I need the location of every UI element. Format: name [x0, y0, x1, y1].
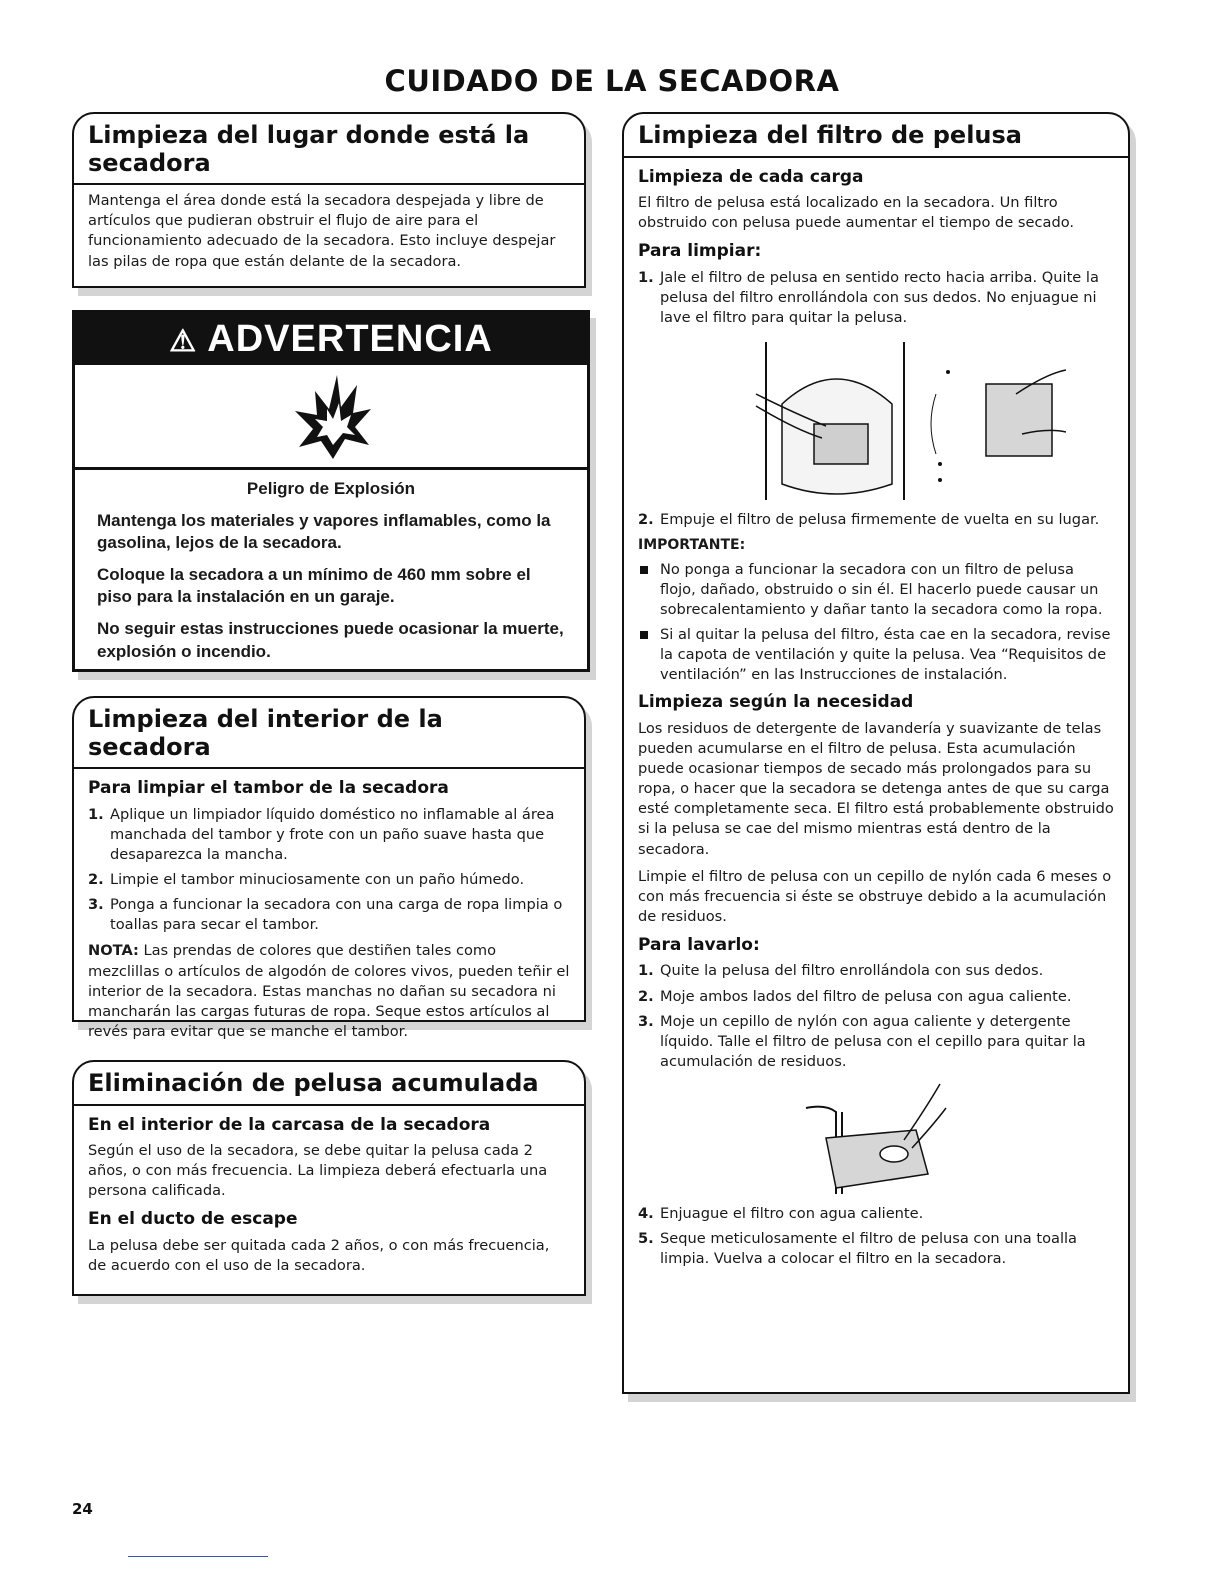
list-item: 2. Moje ambos lados del filtro de pelusa con agua caliente.	[638, 987, 1072, 1005]
page-title: CUIDADO DE LA SECADORA	[384, 64, 840, 98]
warning-box	[72, 310, 590, 672]
importante-bullets	[638, 560, 1114, 686]
page-number: 24	[72, 1500, 93, 1518]
list-item: 5. Seque meticulosamente el filtro de pelusa con una toalla limpia. Vuelva a colocar el filtro en la secadora.	[638, 1230, 1077, 1268]
explosion-icon	[293, 371, 373, 461]
filter-wash-steps-continued	[638, 1204, 1114, 1269]
filter-wash-steps	[638, 961, 1114, 1072]
area-cleaning-text: Mantenga el área donde está la secadora despejada y libre de artículos que pudieran obstruir el flujo de aire para el funcionamiento adecuado de la secadora. Esto incluye despejar las pilas de ropa que están delante de la secadora.	[88, 192, 556, 270]
interior-steps	[88, 805, 570, 936]
filter-clean-steps-continued	[638, 510, 1114, 530]
list-item: 3. Ponga a funcionar la secadora con una carga de ropa limpia o toallas para secar el tambor.	[88, 896, 563, 934]
explosion-icon-area	[75, 365, 587, 470]
area-cleaning-title: Limpieza del lugar donde está la secadora	[74, 114, 584, 185]
filter-washing-illustration	[796, 1078, 956, 1198]
list-item: 1. Quite la pelusa del filtro enrollándola con sus dedos.	[638, 962, 1044, 980]
list-item: 3. Moje un cepillo de nylón con agua caliente y detergente líquido. Talle el filtro de pelusa con el cepillo para quitar la acumulación de residuos.	[638, 1012, 1086, 1070]
lint-removal-text1: Según el uso de la secadora, se debe quitar la pelusa cada 2 años, o con más frecuencia. La limpieza deberá efectuarla una persona calificada.	[88, 1142, 548, 1200]
lint-removal-sub1: En el interior de la carcasa de la secadora	[88, 1114, 491, 1135]
interior-cleaning-title: Limpieza del interior de la secadora	[74, 698, 584, 769]
warning-header	[75, 313, 587, 365]
interior-cleaning-panel	[72, 696, 586, 1040]
footer-rule	[128, 1556, 268, 1557]
filter-as-needed-text-1: Los residuos de detergente de lavandería y suavizante de telas pueden acumularse en el filtro de pelusa. Esta acumulación puede ocasionar tiempos de secado más prolongados para su ropa, o hacer que la secadora se detenga antes de que su carga esté completamente seca. El filtro está probablemente obstruido si la pelusa se cae del mismo mientras está dentro de la secadora.	[638, 719, 1114, 858]
list-item: 2. Empuje el filtro de pelusa firmemente de vuelta en su lugar.	[638, 511, 1100, 529]
interior-subtitle: Para limpiar el tambor de la secadora	[88, 778, 449, 799]
filter-each-load-heading: Limpieza de cada carga	[638, 166, 864, 187]
warning-triangle-icon: ⚠	[169, 325, 198, 358]
filter-as-needed-heading: Limpieza según la necesidad	[638, 692, 914, 713]
warning-line-2: Coloque la secadora a un mínimo de 460 mm sobre el piso para la instalación en un garaje.	[97, 565, 531, 607]
interior-note: NOTA: Las prendas de colores que destiñen tales como mezclillas o artículos de algodón de colores vivos, pueden teñir el interior de la secadora. Estas manchas no dañan su secadora ni mancharán las cargas futuras de ropa. Seque estos artículos al revés para evitar que se manche el tambor.	[88, 942, 570, 1040]
area-cleaning-panel	[72, 112, 586, 288]
filter-clean-heading: Para limpiar:	[638, 241, 762, 262]
lint-removal-title: Eliminación de pelusa acumulada	[74, 1062, 584, 1106]
filter-removal-illustration	[686, 334, 1066, 504]
lint-removal-text2: La pelusa debe ser quitada cada 2 años, o con más frecuencia, de acuerdo con el uso de la secadora.	[88, 1236, 550, 1274]
warning-line-1: Mantenga los materiales y vapores inflamables, como la gasolina, lejos de la secadora.	[97, 511, 551, 553]
list-item: Si al quitar la pelusa del filtro, ésta cae en la secadora, revise la capota de ventilación y quite la pelusa. Vea “Requisitos de ventilación” en las Instrucciones de instalación.	[638, 625, 1114, 685]
filter-each-load-text: El filtro de pelusa está localizado en la secadora. Un filtro obstruido con pelusa puede aumentar el tiempo de secado.	[638, 194, 1075, 232]
lint-filter-title: Limpieza del filtro de pelusa	[624, 114, 1128, 158]
filter-wash-heading: Para lavarlo:	[638, 935, 760, 956]
warning-hazard: Peligro de Explosión	[246, 479, 416, 498]
lint-removal-panel	[72, 1060, 586, 1296]
lint-removal-sub2: En el ducto de escape	[88, 1209, 298, 1230]
list-item: 1. Jale el filtro de pelusa en sentido recto hacia arriba. Quite la pelusa del filtro enrollándola con sus dedos. No enjuague ni lave el filtro para quitar la pelusa.	[638, 268, 1099, 326]
filter-as-needed-text-2: Limpie el filtro de pelusa con un cepillo de nylón cada 6 meses o con más frecuencia si éste se obstruye debido a la acumulación de residuos.	[638, 867, 1112, 925]
filter-clean-steps	[638, 268, 1114, 328]
warning-header-label: ADVERTENCIA	[207, 318, 493, 360]
list-item: 4. Enjuague el filtro con agua caliente.	[638, 1205, 924, 1223]
warning-line-3: No seguir estas instrucciones puede ocasionar la muerte, explosión o incendio.	[97, 619, 564, 661]
list-item: No ponga a funcionar la secadora con un filtro de pelusa flojo, dañado, obstruido o sin él. El hacerlo puede causar un sobrecalentamiento y dañar tanto la secadora como la ropa.	[638, 560, 1114, 620]
importante-label: IMPORTANTE:	[638, 537, 746, 554]
list-item: 1. Aplique un limpiador líquido doméstico no inflamable al área manchada del tambor y frote con un paño suave hasta que desaparezca la mancha.	[88, 805, 555, 863]
lint-filter-panel	[622, 112, 1130, 1394]
list-item: 2. Limpie el tambor minuciosamente con un paño húmedo.	[88, 871, 525, 889]
